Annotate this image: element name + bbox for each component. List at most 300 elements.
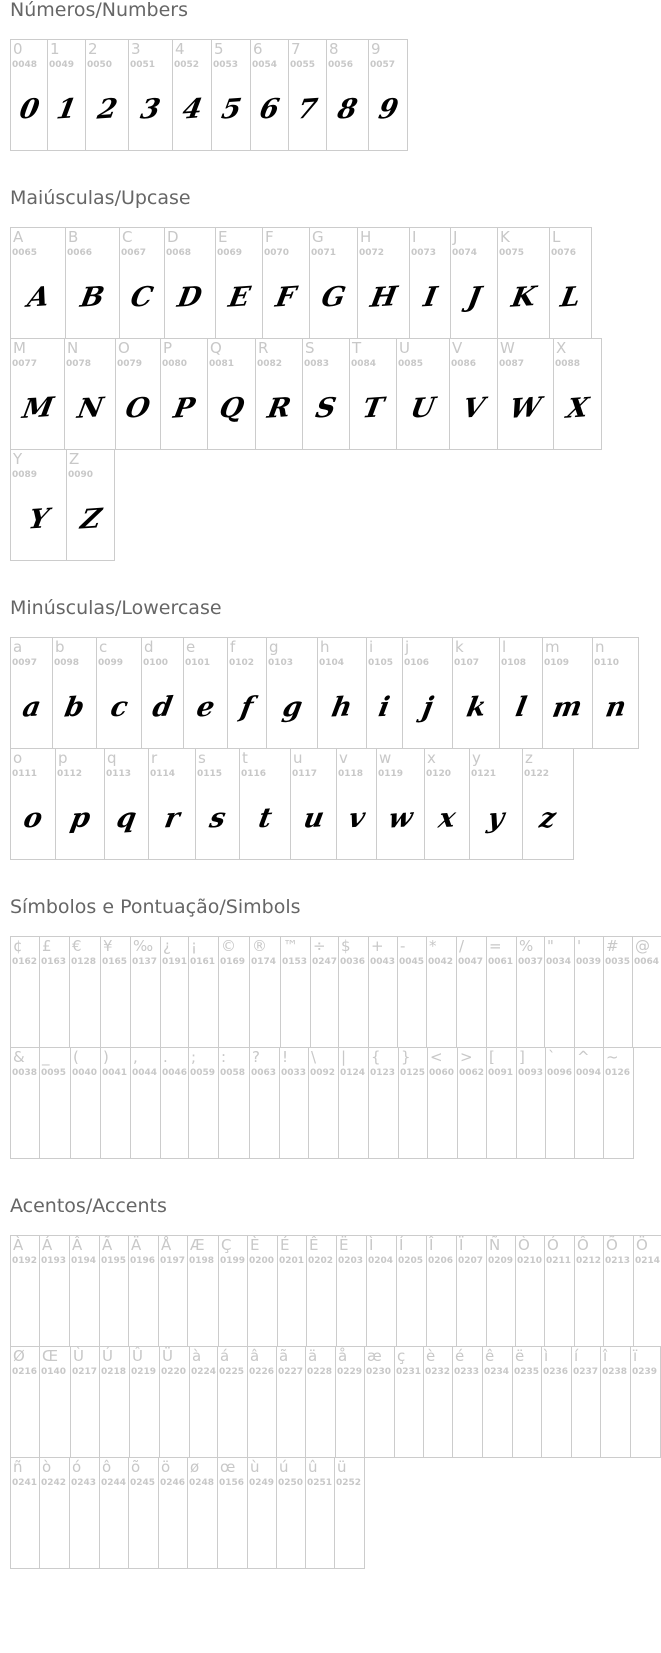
glyph-sample-char: m [550,690,585,724]
glyph-cell [276,1457,306,1569]
glyph-char-label: Á [42,1236,53,1254]
glyph-cell [247,1457,277,1569]
glyph-char-label: 0 [13,40,23,58]
glyph-sample-char: D [175,280,205,314]
glyph-cell [100,1047,131,1159]
glyph-sample-char: c [107,690,131,724]
glyph-cell [52,637,97,749]
glyph-code-label: 0038 [12,1068,38,1078]
glyph-code-label: 0196 [130,1256,156,1266]
glyph-cell [215,227,263,339]
glyph-char-label: y [472,749,481,767]
glyph-sample-char: S [313,391,339,425]
glyph-char-label: ] [519,1048,525,1066]
glyph-code-label: 0072 [359,248,385,258]
glyph-cell [39,1346,71,1458]
glyph-cell [308,1047,339,1159]
glyph-cell [277,1235,307,1347]
glyph-char-label: ? [252,1048,260,1066]
glyph-cell [334,1457,365,1569]
glyph-char-label: q [107,749,117,767]
glyph-char-label: 6 [253,40,263,58]
glyph-cell [69,1457,100,1569]
glyph-cell [280,936,311,1048]
glyph-code-label: 0102 [229,658,255,668]
glyph-sample [263,266,309,328]
glyph-cell [288,39,327,151]
glyph-code-label: 0090 [68,470,94,480]
glyph-char-label: , [133,1048,138,1066]
glyph-char-label: Y [13,450,23,468]
glyph-char-label: ü [337,1458,347,1476]
glyph-char-label: â [250,1347,260,1365]
glyph-char-label: é [455,1347,465,1365]
glyph-cell [571,1346,601,1458]
glyph-cell [39,1235,70,1347]
glyph-cell [600,1346,631,1458]
glyph-char-label: U [399,339,410,357]
glyph-grid-row [10,1457,365,1569]
glyph-cell [603,1235,634,1347]
glyph-code-label: 0112 [57,769,83,779]
glyph-sample [470,787,522,849]
glyph-sample-char: L [558,280,583,314]
glyph-char-label: ™ [283,937,298,955]
glyph-char-label: u [293,749,303,767]
glyph-char-label: Ò [518,1236,530,1254]
glyph-cell [336,1235,367,1347]
glyph-char-label: L [552,228,561,246]
glyph-cell [249,1047,280,1159]
glyph-sample-char: p [67,801,93,835]
glyph-code-label: 0043 [370,957,396,967]
glyph-char-label: J [453,228,458,246]
glyph-sample-char: w [385,801,416,835]
glyph-char-label: ‰ [133,937,154,955]
glyph-cell [160,338,208,450]
glyph-cell [633,1235,661,1347]
glyph-code-label: 0083 [304,359,330,369]
glyph-cell [486,936,517,1048]
glyph-char-label: ö [161,1458,171,1476]
glyph-cell [486,1047,517,1159]
glyph-cell [159,1346,190,1458]
glyph-code-label: 0094 [576,1068,602,1078]
glyph-char-label: j [405,638,410,656]
glyph-code-label: 0059 [190,1068,216,1078]
glyph-sample [350,377,396,439]
glyph-cell [10,1457,40,1569]
glyph-code-label: 0121 [471,769,497,779]
glyph-cell [10,1346,40,1458]
glyph-sample-char: t [255,802,275,834]
glyph-grid-row [10,1235,661,1347]
glyph-code-label: 0119 [378,769,404,779]
glyph-char-label: ô [102,1458,112,1476]
glyph-cell [338,1047,369,1159]
glyph-cell [10,637,53,749]
glyph-char-label: * [429,937,437,955]
glyph-char-label: ~ [606,1048,619,1066]
glyph-char-label: F [265,228,274,246]
glyph-cell [249,936,281,1048]
glyph-cell [368,1047,399,1159]
glyph-char-label: : [221,1048,227,1066]
glyph-code-label: 0060 [429,1068,455,1078]
glyph-code-label: 0219 [131,1367,157,1377]
glyph-char-label: H [360,228,372,246]
glyph-grid-row [10,449,115,561]
glyph-cell [66,449,115,561]
glyph-cell [427,1047,458,1159]
glyph-char-label: 8 [329,40,339,58]
glyph-code-label: 0205 [398,1256,424,1266]
glyph-code-label: 0039 [576,957,602,967]
glyph-char-label: i [369,638,374,656]
glyph-cell [218,1235,248,1347]
glyph-char-label: Ñ [489,1236,501,1254]
glyph-sample-char: q [114,801,139,835]
glyph-code-label: 0099 [98,658,124,668]
glyph-sample-char: 0 [16,92,42,126]
glyph-char-label: @ [635,937,650,955]
glyph-code-label: 0066 [67,248,93,258]
glyph-char-label: û [308,1458,318,1476]
glyph-sample-char: 8 [335,92,360,126]
glyph-char-label: Ü [162,1347,173,1365]
glyph-char-label: 4 [175,40,185,58]
glyph-char-label: Ó [547,1236,559,1254]
glyph-sample [451,266,497,328]
glyph-code-label: 0085 [398,359,424,369]
glyph-code-label: 0191 [162,957,188,967]
glyph-sample [498,266,549,328]
glyph-cell [409,227,451,339]
glyph-code-label: 0053 [213,60,239,70]
glyph-code-label: 0054 [252,60,278,70]
glyph-cell [376,748,425,860]
glyph-char-label: w [379,749,392,767]
glyph-sample [11,787,55,849]
glyph-sample [291,787,336,849]
glyph-char-label: { [371,1048,381,1066]
glyph-char-label: 9 [371,40,381,58]
glyph-sample [53,676,96,738]
glyph-code-label: 0081 [209,359,235,369]
glyph-code-label: 0062 [459,1068,485,1078]
glyph-code-label: 0235 [514,1367,540,1377]
glyph-cell [160,936,189,1048]
glyph-char-label: Ú [102,1347,113,1365]
glyph-cell [10,449,67,561]
glyph-sample [240,787,290,849]
glyph-sample [212,78,250,140]
glyph-char-label: S [305,339,315,357]
glyph-sample-char: G [319,280,348,314]
glyph-sample [11,488,66,550]
glyph-code-label: 0041 [102,1068,128,1078]
glyph-code-label: 0124 [340,1068,366,1078]
glyph-sample-char: N [74,391,106,425]
glyph-char-label: Û [132,1347,143,1365]
glyph-cell [457,1047,487,1159]
glyph-cell [632,936,661,1048]
glyph-cell [218,1047,250,1159]
glyph-code-label: 0247 [312,957,338,967]
glyph-char-label: Î [429,1236,434,1254]
glyph-code-label: 0120 [426,769,452,779]
glyph-cell [456,936,487,1048]
glyph-char-label: 2 [88,40,98,58]
glyph-cell [368,936,398,1048]
glyph-code-label: 0195 [101,1256,127,1266]
glyph-code-label: 0237 [573,1367,599,1377]
glyph-cell [553,338,602,450]
glyph-cell [394,1346,424,1458]
glyph-code-label: 0213 [605,1256,631,1266]
glyph-cell [99,1346,130,1458]
glyph-char-label: > [460,1048,473,1066]
glyph-sample [425,787,469,849]
glyph-code-label: 0095 [41,1068,67,1078]
glyph-sample-char: x [436,801,458,835]
glyph-sample [337,787,376,849]
glyph-char-label: - [400,937,406,955]
glyph-cell [239,748,291,860]
glyph-sample-char: A [24,280,52,314]
glyph-char-label: o [13,749,23,767]
glyph-sample [453,676,499,738]
glyph-char-label: Ö [636,1236,648,1254]
glyph-char-label: < [430,1048,443,1066]
glyph-char-label: ï [633,1347,638,1365]
glyph-sample [358,266,409,328]
glyph-char-label: E [218,228,228,246]
glyph-code-label: 0234 [484,1367,510,1377]
glyph-sample [11,266,65,328]
glyph-sample-char: F [273,280,299,314]
glyph-cell [64,338,116,450]
glyph-char-label: x [427,749,436,767]
glyph-code-label: 0092 [310,1068,336,1078]
glyph-sample-char: P [170,391,198,425]
glyph-cell [39,1047,71,1159]
glyph-code-label: 0055 [290,60,316,70]
glyph-sample [500,676,542,738]
glyph-code-label: 0114 [150,769,176,779]
glyph-cell [70,1346,100,1458]
glyph-code-label: 0239 [632,1367,658,1377]
glyph-cell [396,338,450,450]
glyph-cell [183,637,228,749]
glyph-code-label: 0244 [101,1478,127,1488]
glyph-sample [196,787,239,849]
glyph-sample [48,78,85,140]
glyph-cell [10,1047,40,1159]
glyph-code-label: 0105 [368,658,394,668]
glyph-char-label: 5 [214,40,224,58]
glyph-char-label: + [371,937,384,955]
glyph-code-label: 0106 [404,658,430,668]
glyph-code-label: 0231 [396,1367,422,1377]
glyph-char-label: ! [282,1048,289,1066]
glyph-sample [149,787,195,849]
glyph-code-label: 0088 [555,359,581,369]
glyph-code-label: 0225 [219,1367,245,1377]
glyph-char-label: h [320,638,330,656]
glyph-cell [544,1235,575,1347]
glyph-char-label: Æ [190,1236,205,1254]
glyph-char-label: Â [72,1236,83,1254]
glyph-cell [357,227,410,339]
glyph-char-label: = [489,937,502,955]
glyph-cell [130,936,161,1048]
glyph-char-label: í [574,1347,579,1365]
glyph-char-label: ë [515,1347,525,1365]
glyph-code-label: 0249 [249,1478,275,1488]
glyph-sample-char: R [264,391,294,425]
glyph-sample [310,266,357,328]
glyph-cell [141,637,184,749]
glyph-sample [165,266,215,328]
section-title-upcase: Maiúsculas/Upcase [10,187,191,209]
glyph-cell [542,637,593,749]
glyph-char-label: è [426,1347,436,1365]
glyph-code-label: 0243 [71,1478,97,1488]
glyph-cell [398,1047,428,1159]
glyph-char-label: A [13,228,24,246]
glyph-sample [129,78,172,140]
glyph-cell [309,227,358,339]
glyph-char-label: Í [399,1236,404,1254]
glyph-sample [251,78,288,140]
glyph-sample-char: K [508,280,539,314]
glyph-sample-char: O [123,391,153,425]
glyph-cell [402,637,453,749]
glyph-cell [207,338,256,450]
glyph-cell [603,1047,634,1159]
glyph-code-label: 0230 [366,1367,392,1377]
glyph-cell [217,1346,248,1458]
glyph-sample-char: o [21,801,45,835]
glyph-cell [482,1346,513,1458]
glyph-char-label: ¿ [163,937,171,955]
glyph-sample [142,676,183,738]
glyph-sample [267,676,317,738]
glyph-cell [397,936,427,1048]
glyph-char-label: ` [548,1048,556,1066]
glyph-cell [247,1346,277,1458]
glyph-code-label: 0153 [282,957,308,967]
glyph-char-label: e [186,638,196,656]
glyph-char-label: ^ [577,1048,590,1066]
glyph-char-label: õ [131,1458,141,1476]
glyph-char-label: 7 [291,40,301,58]
glyph-char-label: å [338,1347,348,1365]
glyph-sample [523,787,573,849]
glyph-cell [512,1346,542,1458]
glyph-char-label: Œ [42,1347,59,1365]
glyph-code-label: 0116 [241,769,267,779]
glyph-sample [116,377,160,439]
glyph-code-label: 0064 [634,957,660,967]
glyph-sample-char: T [360,391,386,425]
glyph-char-label: î [603,1347,608,1365]
glyph-char-label: k [455,638,464,656]
glyph-sample [289,78,326,140]
glyph-code-label: 0201 [279,1256,305,1266]
glyph-code-label: 0217 [72,1367,98,1377]
glyph-sample-char: Y [25,502,52,536]
glyph-sample-char: d [150,690,175,724]
section-title-accents: Acentos/Accents [10,1195,167,1217]
glyph-cell [452,1346,483,1458]
glyph-cell [195,748,240,860]
glyph-code-label: 0073 [411,248,437,258]
glyph-code-label: 0033 [281,1068,307,1078]
glyph-code-label: 0050 [87,60,113,70]
glyph-char-label: % [519,937,534,955]
glyph-cell [549,227,592,339]
glyph-code-label: 0065 [12,248,38,258]
glyph-char-label: É [280,1236,290,1254]
glyph-char-label: t [242,749,248,767]
glyph-code-label: 0118 [338,769,364,779]
glyph-cell [247,1235,278,1347]
glyph-sample-char: U [408,391,438,425]
glyph-sample-char: e [194,690,217,724]
glyph-code-label: 0051 [130,60,156,70]
glyph-code-label: 0061 [488,957,514,967]
glyph-sample [256,377,302,439]
glyph-sample [216,266,262,328]
glyph-char-label: Ï [459,1236,464,1254]
glyph-sample [543,676,592,738]
glyph-cell [366,637,403,749]
glyph-code-label: 0204 [368,1256,394,1266]
glyph-cell [603,936,633,1048]
glyph-sample [208,377,255,439]
glyph-char-label: ò [42,1458,52,1476]
glyph-char-label: à [192,1347,202,1365]
glyph-code-label: 0250 [278,1478,304,1488]
glyph-sample-char: C [128,280,156,314]
glyph-cell [450,227,498,339]
glyph-char-label: d [144,638,154,656]
glyph-sample [120,266,164,328]
glyph-char-label: c [99,638,108,656]
glyph-cell [99,1457,129,1569]
glyph-cell [486,1235,516,1347]
glyph-code-label: 0252 [336,1478,362,1488]
glyph-code-label: 0202 [308,1256,334,1266]
glyph-char-label: _ [42,1048,50,1066]
glyph-cell [349,338,397,450]
glyph-code-label: 0107 [454,658,480,668]
glyph-sample [228,676,266,738]
glyph-code-label: 0049 [49,60,75,70]
glyph-cell [574,1047,604,1159]
glyph-code-label: 0218 [101,1367,127,1377]
glyph-char-label: l [502,638,507,656]
glyph-code-label: 0206 [428,1256,454,1266]
glyph-code-label: 0210 [517,1256,543,1266]
glyph-cell [326,39,369,151]
glyph-sample-char: h [329,690,355,724]
glyph-code-label: 0197 [160,1256,186,1266]
glyph-sample [550,266,591,328]
glyph-char-label: ) [103,1048,109,1066]
